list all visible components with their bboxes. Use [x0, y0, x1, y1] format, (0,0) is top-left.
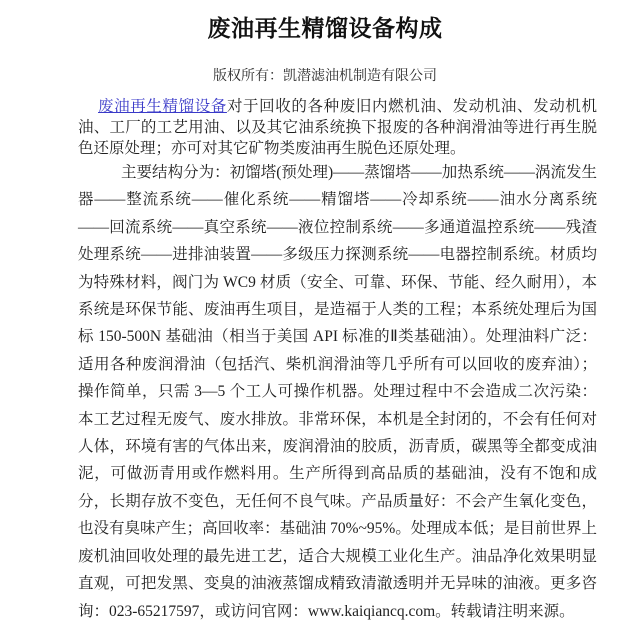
- intro-paragraph-text: 对于回收的各种废旧内燃机油、发动机油、发动机机油、工厂的工艺用油、以及其它油系统换下报废的各种润滑油等进行再生脱色还原处理；亦可对其它矿物类废油再生脱色还原处理。: [78, 98, 597, 157]
- document-header: [20, 0, 630, 84]
- main-paragraph: 主要结构分为：初馏塔(预处理)——蒸馏塔——加热系统——涡流发生器——整流系统——催化系统——精馏塔——冷却系统——油水分离系统——回流系统——真空系统——液位控制系统——多通道温控系统——残渣处理系统——进排油装置——多级压力探测系统——电器控制系统。材质均为特殊材料，阀门为 WC9 材质（安全、可靠、环保、节能、经久耐用），本系统是环保节能、废油再生项目，是造福于人类的工程；本系统处理后为国标 150-500N 基础油（相当于美国 API 标准的Ⅱ类基础油）。处理油料广泛：适用各种废润滑油（包括汽、柴机润滑油等几乎所有可以回收的废弃油）；操作简单，只需 3—5 个工人可操作机器。处理过程中不会造成二次污染：本工艺过程无废气、废水排放。非常环保，本机是全封闭的，不会有任何对人体，环境有害的气体出来，废润滑油的胶质，沥青质，碳黑等全都变成油泥，可做沥青用或作燃料用。生产所得到高品质的基础油，没有不饱和成分，长期存放不变色，无任何不良气味。产品质量好：不会产生氧化变色，也没有臭味产生；高回收率：基础油 70%~95%。处理成本低；是目前世界上废机油回收处理的最先进工艺，适合大规模工业化生产。油品净化效果明显直观，可把发黑、变臭的油液蒸馏成精致清澈透明并无异味的油液。更多咨询：023-65217597，或访问官网：www.kaiqiancq.com。转载请注明来源。: [78, 164, 597, 620]
- intro-paragraph: [78, 96, 597, 159]
- page-title: 废油再生精馏设备构成: [207, 15, 443, 41]
- copyright-line: 版权所有：凯潜滤油机制造有限公司: [213, 67, 437, 83]
- document-body: [78, 96, 597, 625]
- product-link[interactable]: 废油再生精馏设备: [98, 98, 227, 115]
